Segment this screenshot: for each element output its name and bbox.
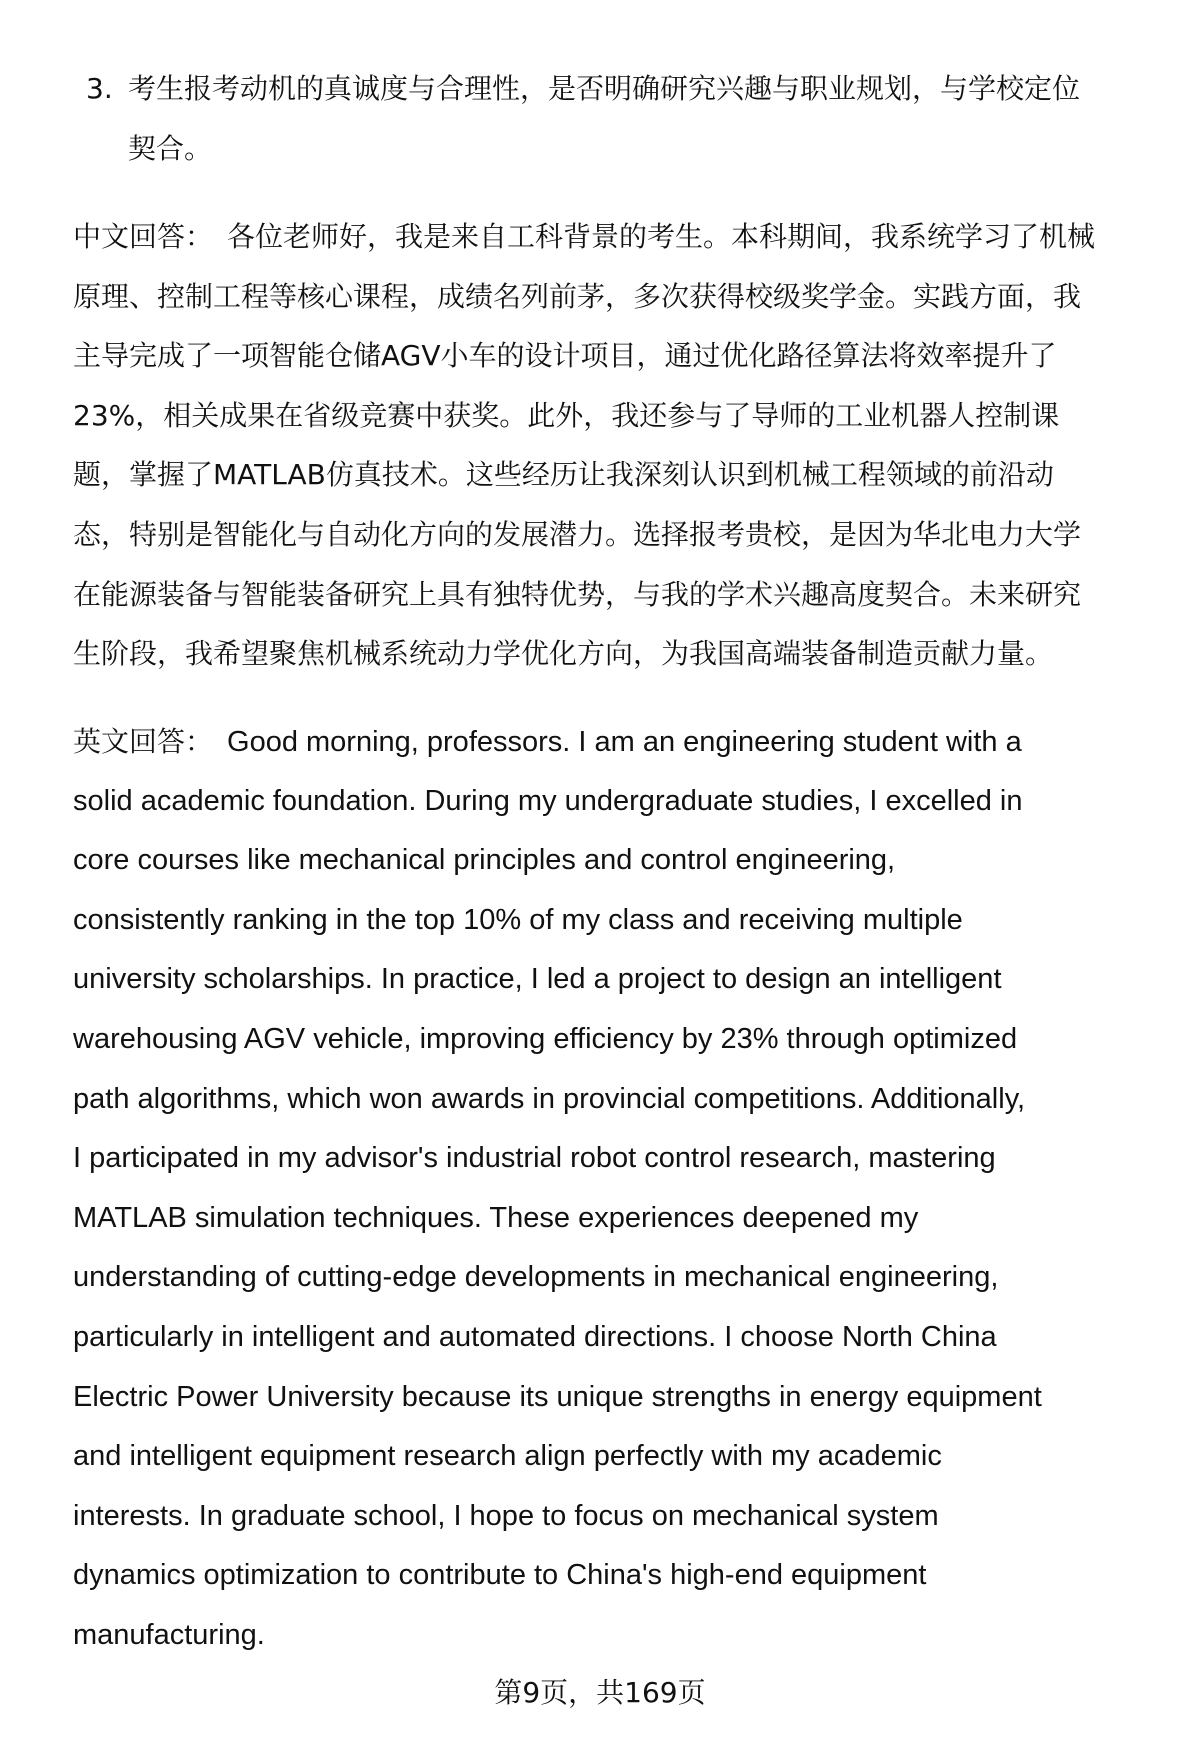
text-line: university scholarships. In practice, I led a project to design an intelligent	[73, 963, 1002, 996]
text-line	[73, 712, 1042, 772]
text-line: 题，掌握了MATLAB仿真技术。这些经历让我深刻认识到机械工程领域的前沿动	[73, 458, 1054, 492]
text-line-content: Good morning, professors. I am an engineering student with a	[227, 726, 1022, 758]
text-line: 生阶段，我希望聚焦机械系统动力学优化方向，为我国高端装备制造贡献力量。	[73, 637, 1054, 671]
page-indicator: 第9页，共169页	[494, 1676, 706, 1709]
text-line: 考生报考动机的真诚度与合理性，是否明确研究兴趣与职业规划，与学校定位	[128, 72, 1081, 105]
text-line: dynamics optimization to contribute to China's high-end equipment	[73, 1559, 927, 1592]
text-line: consistently ranking in the top 10% of my class and receiving multiple	[73, 903, 963, 936]
text-line: Electric Power University because its unique strengths in energy equipment	[73, 1380, 1042, 1413]
text-line: 原理、控制工程等核心课程，成绩名列前茅，多次获得校级奖学金。实践方面，我	[73, 279, 1082, 313]
text-line: manufacturing.	[73, 1618, 265, 1651]
text-line: 态，特别是智能化与自动化方向的发展潜力。选择报考贵校，是因为华北电力大学	[73, 517, 1082, 551]
text-line: 在能源装备与智能装备研究上具有独特优势，与我的学术兴趣高度契合。未来研究	[73, 577, 1082, 611]
list-number: 3.	[86, 72, 113, 105]
text-line: 23%，相关成果在省级竞赛中获奖。此外，我还参与了导师的工业机器人控制课	[73, 398, 1060, 432]
criteria-item-text	[128, 59, 1080, 178]
english-answer-label: 英文回答：	[73, 725, 214, 758]
text-line: and intelligent equipment research align perfectly with my academic	[73, 1440, 942, 1473]
text-line	[73, 207, 1095, 267]
text-line: interests. In graduate school, I hope to focus on mechanical system	[73, 1499, 939, 1532]
text-line: MATLAB simulation techniques. These experiences deepened my	[73, 1201, 919, 1234]
text-line: warehousing AGV vehicle, improving efficiency by 23% through optimized	[73, 1022, 1018, 1055]
text-line: 主导完成了一项智能仓储AGV小车的设计项目，通过优化路径算法将效率提升了	[73, 339, 1057, 373]
chinese-answer-label: 中文回答：	[73, 220, 214, 253]
text-line: I participated in my advisor's industrial robot control research, mastering	[73, 1142, 996, 1175]
text-line: 契合。	[128, 131, 213, 165]
chinese-answer	[73, 207, 1095, 684]
text-line: particularly in intelligent and automated directions. I choose North China	[73, 1320, 997, 1353]
text-line: solid academic foundation. During my undergraduate studies, I excelled in	[73, 784, 1023, 817]
text-line: path algorithms, which won awards in provincial competitions. Additionally,	[73, 1082, 1026, 1115]
text-line-content: 各位老师好，我是来自工科背景的考生。本科期间，我系统学习了机械	[227, 220, 1096, 253]
text-line: understanding of cutting-edge developments in mechanical engineering,	[73, 1261, 999, 1294]
text-line: core courses like mechanical principles and control engineering,	[73, 844, 896, 877]
english-answer	[73, 712, 1042, 1666]
